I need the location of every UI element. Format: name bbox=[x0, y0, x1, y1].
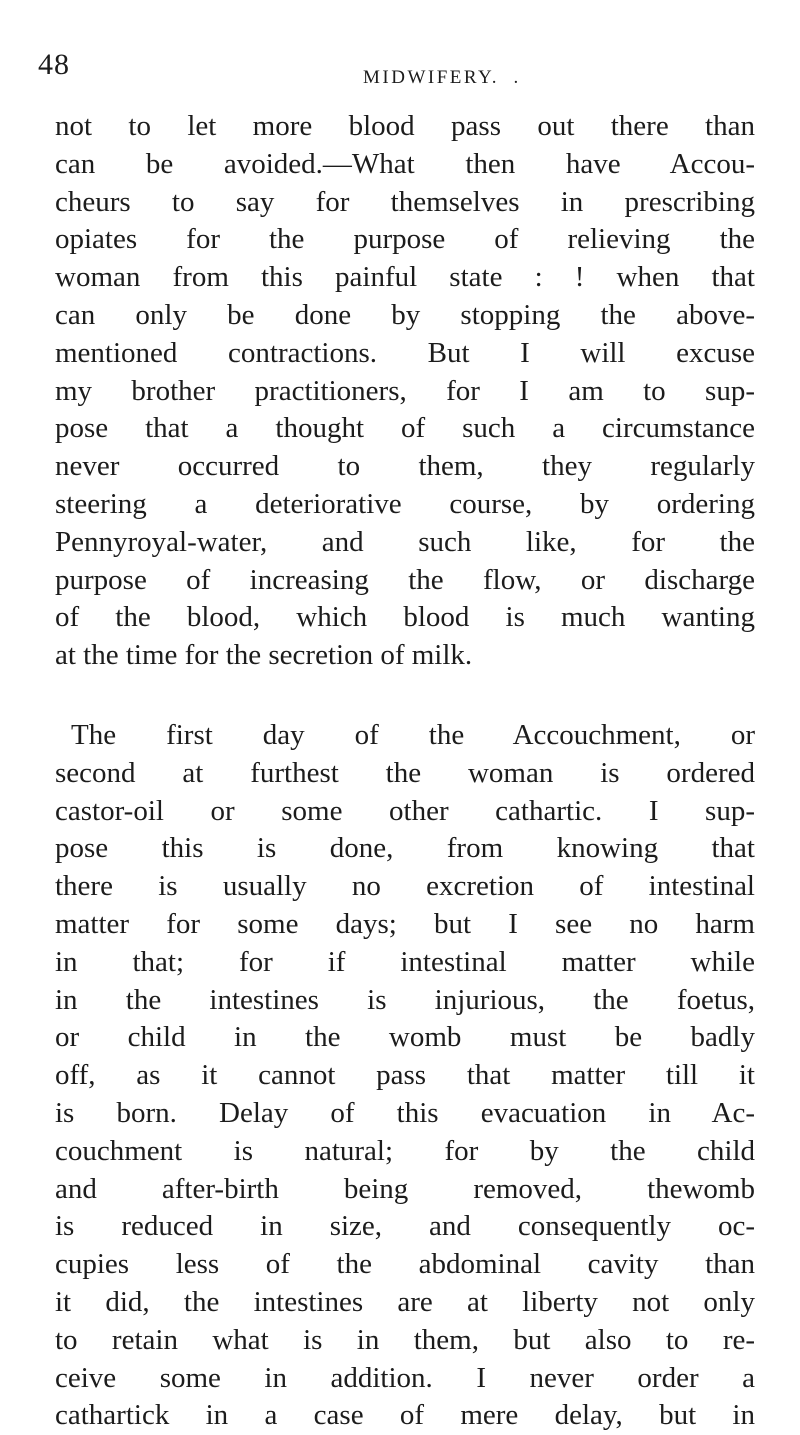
text-line: is born. Delay of this evacuation in Ac- bbox=[55, 1096, 755, 1129]
text-line: pose this is done, from knowing that bbox=[55, 832, 755, 865]
text-line: couchment is natural; for by the child bbox=[55, 1134, 755, 1167]
text-line: or child in the womb must be badly bbox=[55, 1021, 755, 1054]
text-line: my brother practitioners, for I am to sup- bbox=[55, 374, 755, 407]
text-line: never occurred to them, they regularly bbox=[55, 450, 755, 483]
text-line: matter for some days; but I see no harm bbox=[55, 907, 755, 940]
text-line: Pennyroyal-water, and such like, for the bbox=[55, 525, 755, 558]
text-line: at the time for the secretion of milk. bbox=[55, 639, 473, 672]
paragraph-1 bbox=[55, 108, 755, 675]
text-line: purpose of increasing the flow, or discharge bbox=[55, 563, 755, 596]
text-line: steering a deteriorative course, by ordering bbox=[55, 487, 755, 520]
text-line: it did, the intestines are at liberty not only bbox=[55, 1285, 755, 1318]
text-line: in that; for if intestinal matter while bbox=[55, 945, 755, 978]
text-line: pose that a thought of such a circumstance bbox=[55, 412, 755, 445]
text-line: can be avoided.—What then have Accou- bbox=[55, 147, 755, 180]
text-line: cathartick in a case of mere delay, but in bbox=[55, 1399, 755, 1432]
page-number: 48 bbox=[38, 48, 70, 81]
text-line: castor-oil or some other cathartic. I sup- bbox=[55, 794, 755, 827]
text-line: mentioned contractions. But I will excuse bbox=[55, 336, 755, 369]
paragraph-gap bbox=[55, 675, 755, 717]
text-line: ceive some in addition. I never order a bbox=[55, 1361, 755, 1394]
text-line: off, as it cannot pass that matter till it bbox=[55, 1059, 755, 1092]
paragraph-2 bbox=[55, 717, 755, 1435]
text-line: The first day of the Accouchment, or bbox=[71, 718, 755, 751]
text-line: opiates for the purpose of relieving the bbox=[55, 223, 755, 256]
text-line: in the intestines is injurious, the foetus, bbox=[55, 983, 755, 1016]
text-line: and after-birth being removed, thewomb bbox=[55, 1172, 755, 1205]
text-line: there is usually no excretion of intestinal bbox=[55, 870, 755, 903]
text-line: of the blood, which blood is much wanting bbox=[55, 601, 755, 634]
body-text bbox=[55, 108, 755, 1435]
text-line: not to let more blood pass out there than bbox=[55, 110, 755, 142]
text-line: cheurs to say for themselves in prescribing bbox=[55, 185, 755, 218]
text-line: can only be done by stopping the above- bbox=[55, 298, 755, 331]
text-line: cupies less of the abdominal cavity than bbox=[55, 1248, 755, 1281]
text-line: second at furthest the woman is ordered bbox=[55, 756, 755, 789]
running-head: MIDWIFERY. . bbox=[363, 67, 521, 88]
text-line: is reduced in size, and consequently oc- bbox=[55, 1210, 755, 1243]
text-line: woman from this painful state : ! when that bbox=[55, 261, 755, 294]
text-line: to retain what is in them, but also to re- bbox=[55, 1323, 755, 1356]
